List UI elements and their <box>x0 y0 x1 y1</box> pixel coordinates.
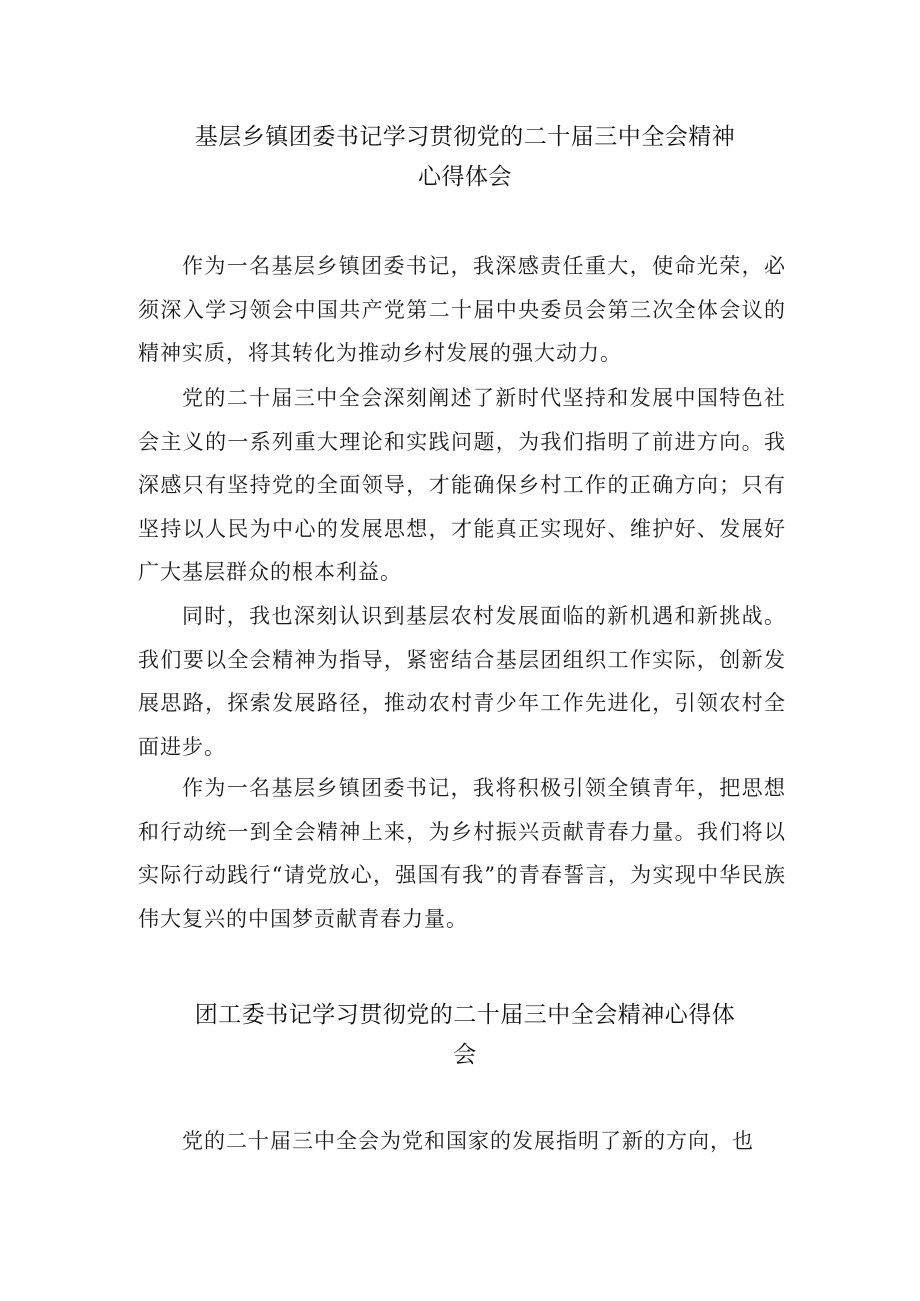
section-2-title-line-2: 会 <box>453 1042 477 1068</box>
section-1-title-line-2: 心得体会 <box>418 164 512 190</box>
section-1-paragraph-4: 作为一名基层乡镇团委书记，我将积极引领全镇青年，把思想和行动统一到全会精神上来，为乡村振兴贡献青春力量。我们将以实际行动践行“请党放心，强国有我”的青春誓言，为实现中华民族伟大复兴的中国梦贡献青春力量。 <box>138 776 786 931</box>
section-2-paragraph-1: 党的二十届三中全会为党和国家的发展指明了新的方向，也 <box>182 1129 754 1153</box>
section-1-title-line-1: 基层乡镇团委书记学习贯彻党的二十届三中全会精神 <box>194 124 736 150</box>
section-2-title-line-1: 团工委书记学习贯彻党的二十届三中全会精神心得体 <box>194 1002 736 1028</box>
section-1-paragraph-2: 党的二十届三中全会深刻阐述了新时代坚持和发展中国特色社会主义的一系列重大理论和实践问题，为我们指明了前进方向。我深感只有坚持党的全面领导，才能确保乡村工作的正确方向；只有坚持以人民为中心的发展思想，才能真正实现好、维护好、发展好广大基层群众的根本利益。 <box>138 386 786 584</box>
section-1-paragraph-3: 同时，我也深刻认识到基层农村发展面临的新机遇和新挑战。我们要以全会精神为指导，紧密结合基层团组织工作实际，创新发展思路，探索发展路径，推动农村青少年工作先进化，引领农村全面进步。 <box>138 604 786 759</box>
section-1-paragraph-1: 作为一名基层乡镇团委书记，我深感责任重大，使命光荣，必须深入学习领会中国共产党第二十届中央委员会第三次全体会议的精神实质，将其转化为推动乡村发展的强大动力。 <box>138 254 786 365</box>
section-2-title <box>140 995 790 1075</box>
section-1-title <box>140 117 790 197</box>
